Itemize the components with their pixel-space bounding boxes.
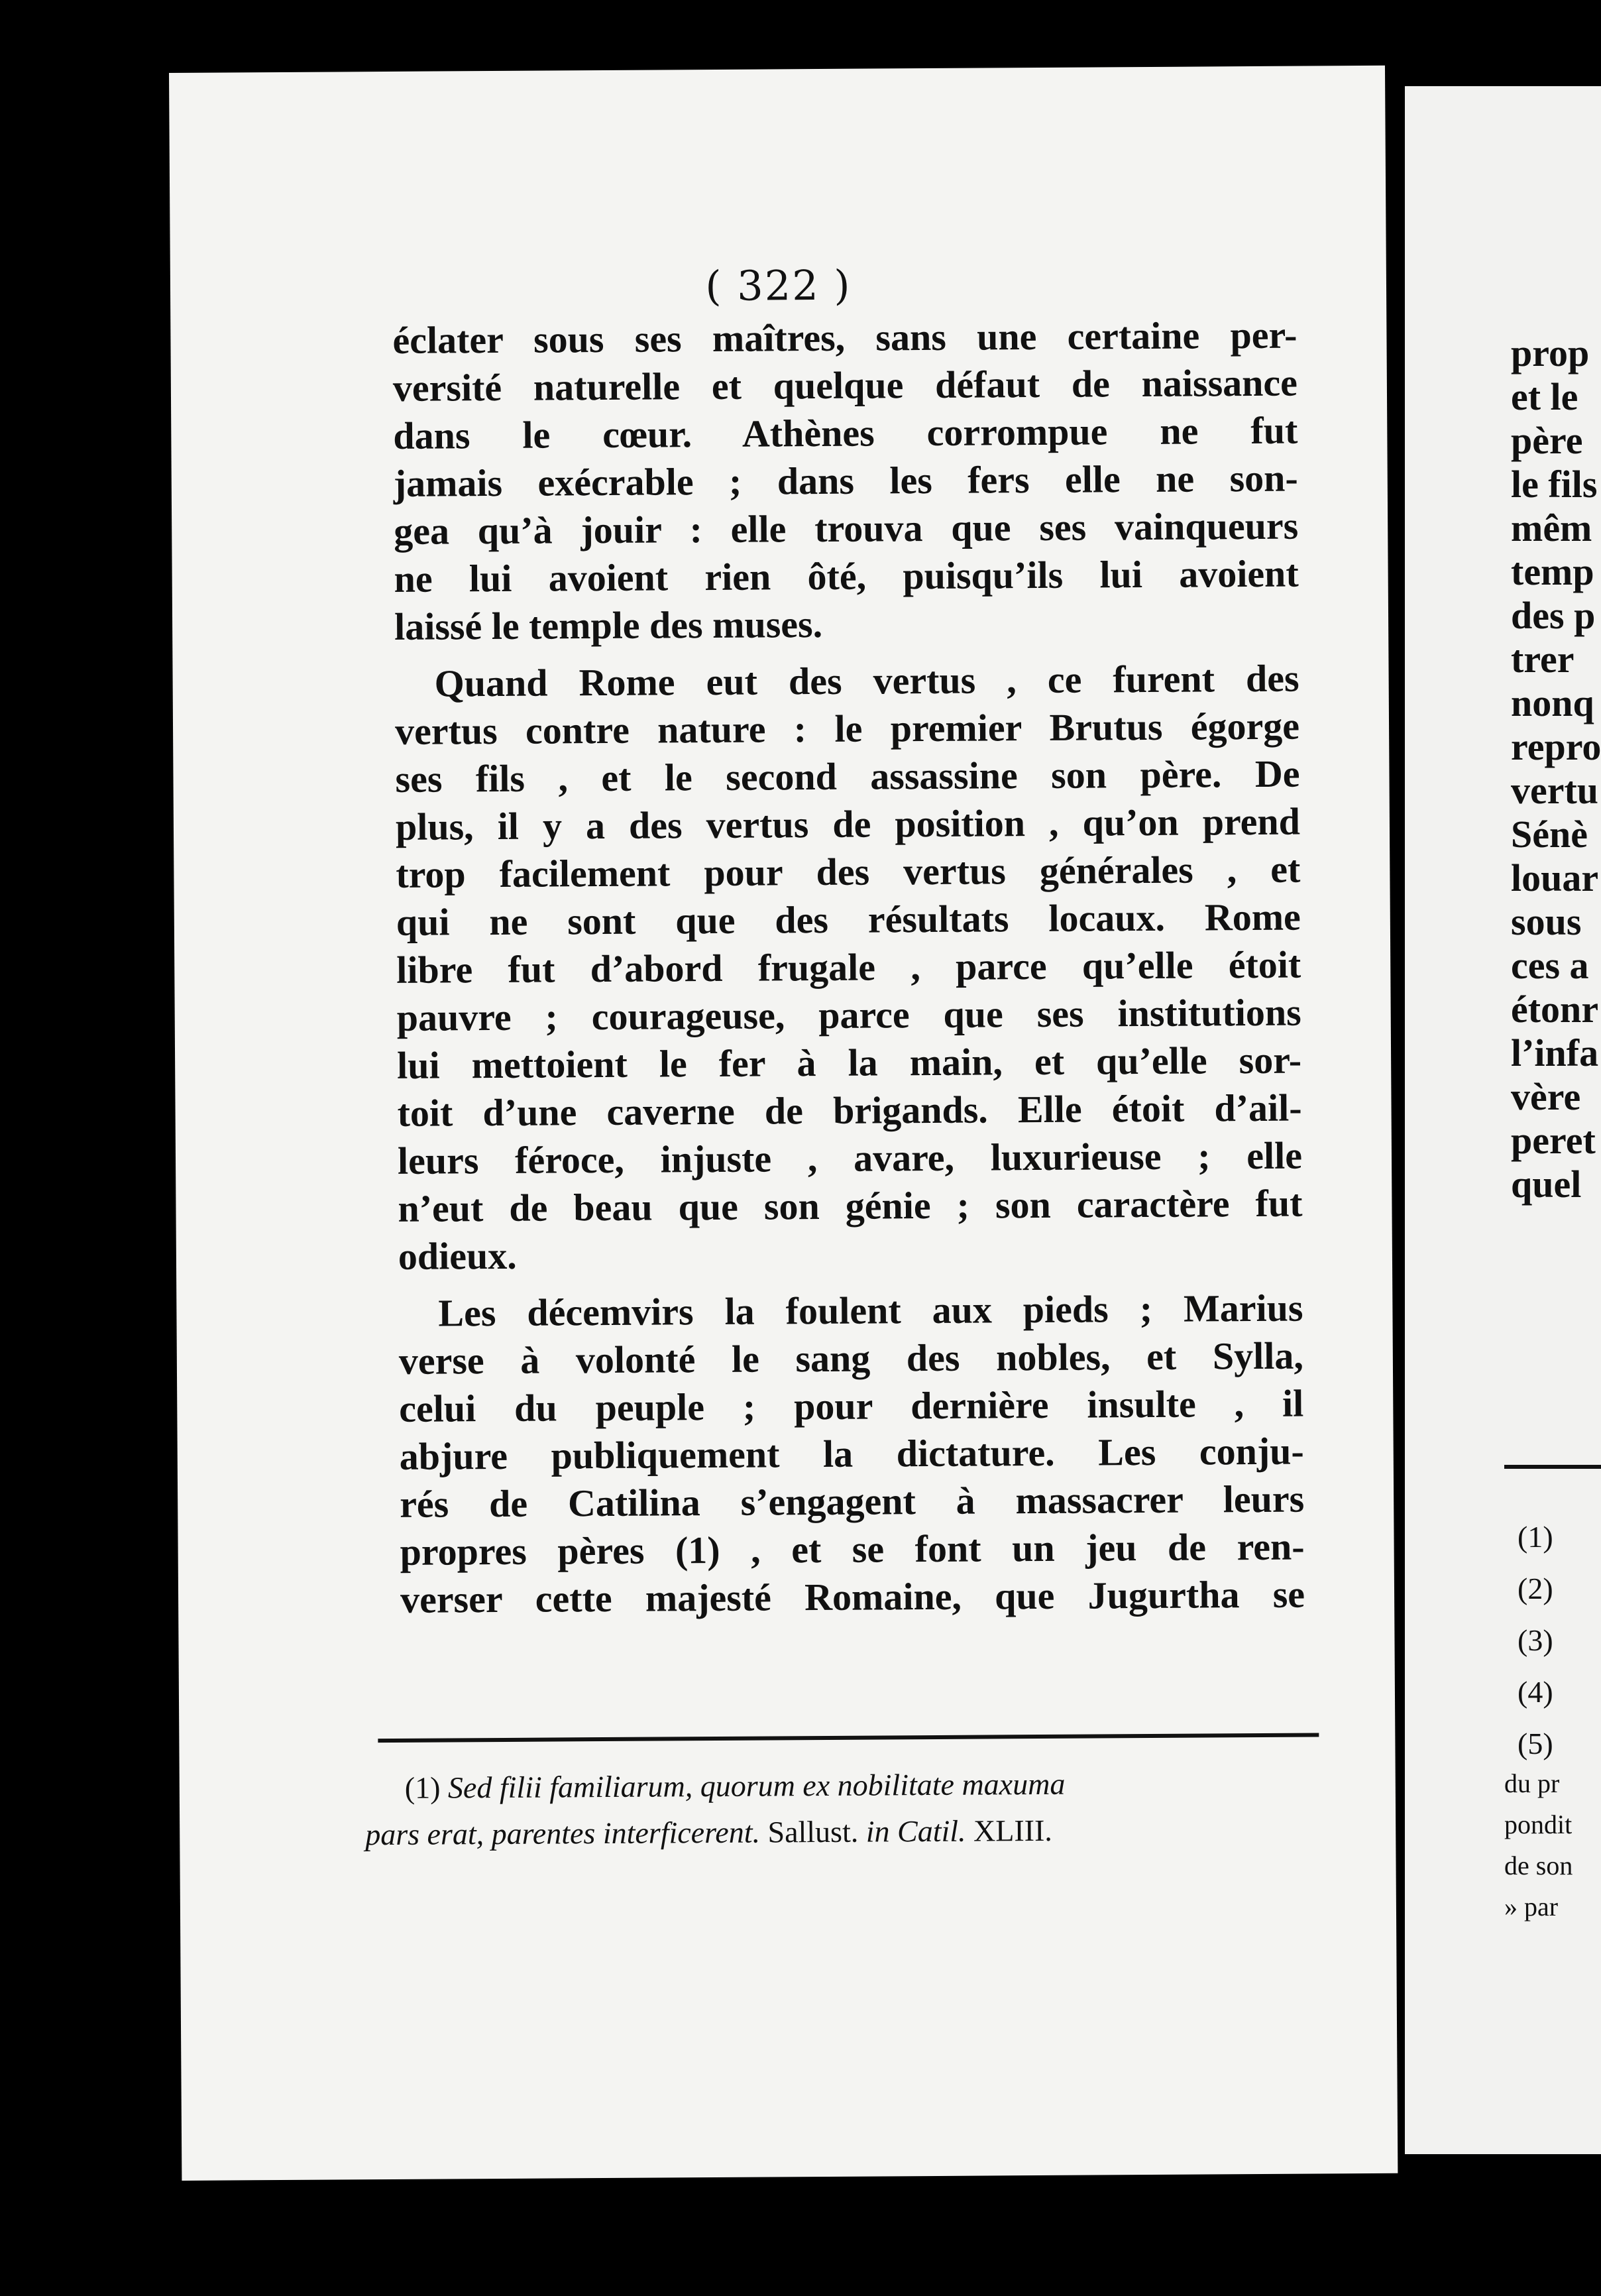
text-line: et le <box>1511 375 1578 418</box>
footnote <box>365 1759 1320 1858</box>
text-line: jamais exécrable ; dans les fers elle ne son- <box>393 456 1298 505</box>
footnote-marker: (4) <box>1518 1675 1553 1709</box>
text-line: repro <box>1511 725 1601 768</box>
text-line: rés de Catilina s’engagent à massacrer leurs <box>399 1477 1305 1526</box>
left-page <box>169 66 1398 2181</box>
footnote-marker: (5) <box>1518 1727 1553 1760</box>
text-line: Sénè <box>1511 813 1588 856</box>
text-line: vertus contre nature : le premier Brutus égorge <box>394 704 1300 753</box>
text-line: le fils <box>1511 463 1598 506</box>
right-footnote-text <box>1504 1763 1573 1927</box>
text-line: vère <box>1511 1075 1581 1118</box>
text-line: lui mettoient le fer à la main, et qu’elle sor- <box>396 1038 1302 1087</box>
footnote-ref: XLIII. <box>973 1813 1053 1848</box>
text-line: verser cette majesté Romaine, que Jugurtha se <box>400 1572 1305 1621</box>
text-line: toit d’une caverne de brigands. Elle étoit d’ail- <box>397 1086 1302 1135</box>
text-line: odieux. <box>398 1234 517 1278</box>
text-line: étonr <box>1511 988 1599 1031</box>
text-line: gea qu’à jouir : elle trouva que ses vainqueurs <box>394 504 1299 553</box>
text-line: sous <box>1511 900 1582 943</box>
footnote-latin: pars erat, parentes interficerent. <box>365 1815 761 1852</box>
text-line: vertu <box>1511 769 1599 812</box>
text-line: laissé le temple des muses. <box>394 602 823 648</box>
text-line: des p <box>1511 594 1596 637</box>
text-line: dans le cœur. Athènes corrompue ne fut <box>393 408 1298 457</box>
footnote-rule <box>378 1733 1319 1743</box>
text-line: verse à volonté le sang des nobles, et Sylla, <box>398 1334 1304 1383</box>
footnote-work: in Catil. <box>865 1813 966 1849</box>
text-line: peret <box>1511 1119 1596 1162</box>
footnote-marker: (3) <box>1518 1623 1553 1657</box>
text-line: libre fut d’abord frugale , parce qu’elle étoit <box>396 943 1301 992</box>
paragraph-3 <box>398 1285 1305 1624</box>
text-line: nonq <box>1511 681 1594 724</box>
text-line: Quand Rome eut des vertus , ce furent des <box>434 656 1299 705</box>
text-line: ces a <box>1511 944 1589 987</box>
text-line: ses fils , et le second assassine son père. De <box>395 752 1300 801</box>
text-line: trop facilement pour des vertus générales , et <box>396 847 1301 896</box>
text-line: père <box>1511 419 1583 462</box>
right-page-text <box>1511 331 1601 1206</box>
footnote-marker: (1) <box>404 1770 441 1805</box>
text-line: du pr <box>1504 1768 1560 1798</box>
right-page <box>1405 86 1601 2154</box>
text-line: qui ne sont que des résultats locaux. Rome <box>396 895 1301 944</box>
paragraph-2 <box>394 655 1303 1281</box>
footnote-source: Sallust. <box>767 1814 859 1849</box>
body-text <box>392 312 1305 1624</box>
footnote-latin: Sed filii familiarum, quorum ex nobilitate maxuma <box>447 1766 1066 1805</box>
text-line: abjure publiquement la dictature. Les conju- <box>399 1429 1304 1478</box>
text-line: leurs féroce, injuste , avare, luxurieuse ; elle <box>397 1133 1303 1182</box>
text-line: mêm <box>1511 506 1592 549</box>
text-line: l’infa <box>1511 1031 1599 1074</box>
text-line: ne lui avoient rien ôté, puisqu’ils lui avoient <box>394 551 1299 601</box>
text-line: de son <box>1504 1851 1573 1880</box>
text-line: louar <box>1511 856 1599 899</box>
text-line: Les décemvirs la foulent aux pieds ; Marius <box>438 1286 1303 1335</box>
page-number: ( 322 ) <box>705 260 852 311</box>
text-line: n’eut de beau que son génie ; son caractère fut <box>398 1181 1303 1230</box>
text-line: propres pères (1) , et se font un jeu de ren- <box>400 1524 1305 1574</box>
footnote-marker: (2) <box>1518 1572 1553 1605</box>
text-line: pondit <box>1504 1809 1573 1839</box>
text-line: éclater sous ses maîtres, sans une certaine per- <box>392 313 1297 362</box>
text-line: plus, il y a des vertus de position , qu’on prend <box>395 799 1301 848</box>
text-line: trer <box>1511 638 1574 681</box>
text-line: quel <box>1511 1163 1582 1206</box>
text-line: prop <box>1511 331 1590 374</box>
text-line: temp <box>1511 550 1594 593</box>
right-footnote-rule <box>1504 1465 1601 1469</box>
paragraph-1 <box>392 312 1299 651</box>
text-line: versité naturelle et quelque défaut de naissance <box>392 361 1298 410</box>
text-line: pauvre ; courageuse, parce que ses institutions <box>396 990 1301 1039</box>
text-line: celui du peuple ; pour dernière insulte , il <box>399 1381 1304 1430</box>
right-footnote-markers <box>1518 1511 1553 1770</box>
footnote-marker: (1) <box>1518 1520 1553 1554</box>
text-line: » par <box>1504 1892 1559 1922</box>
